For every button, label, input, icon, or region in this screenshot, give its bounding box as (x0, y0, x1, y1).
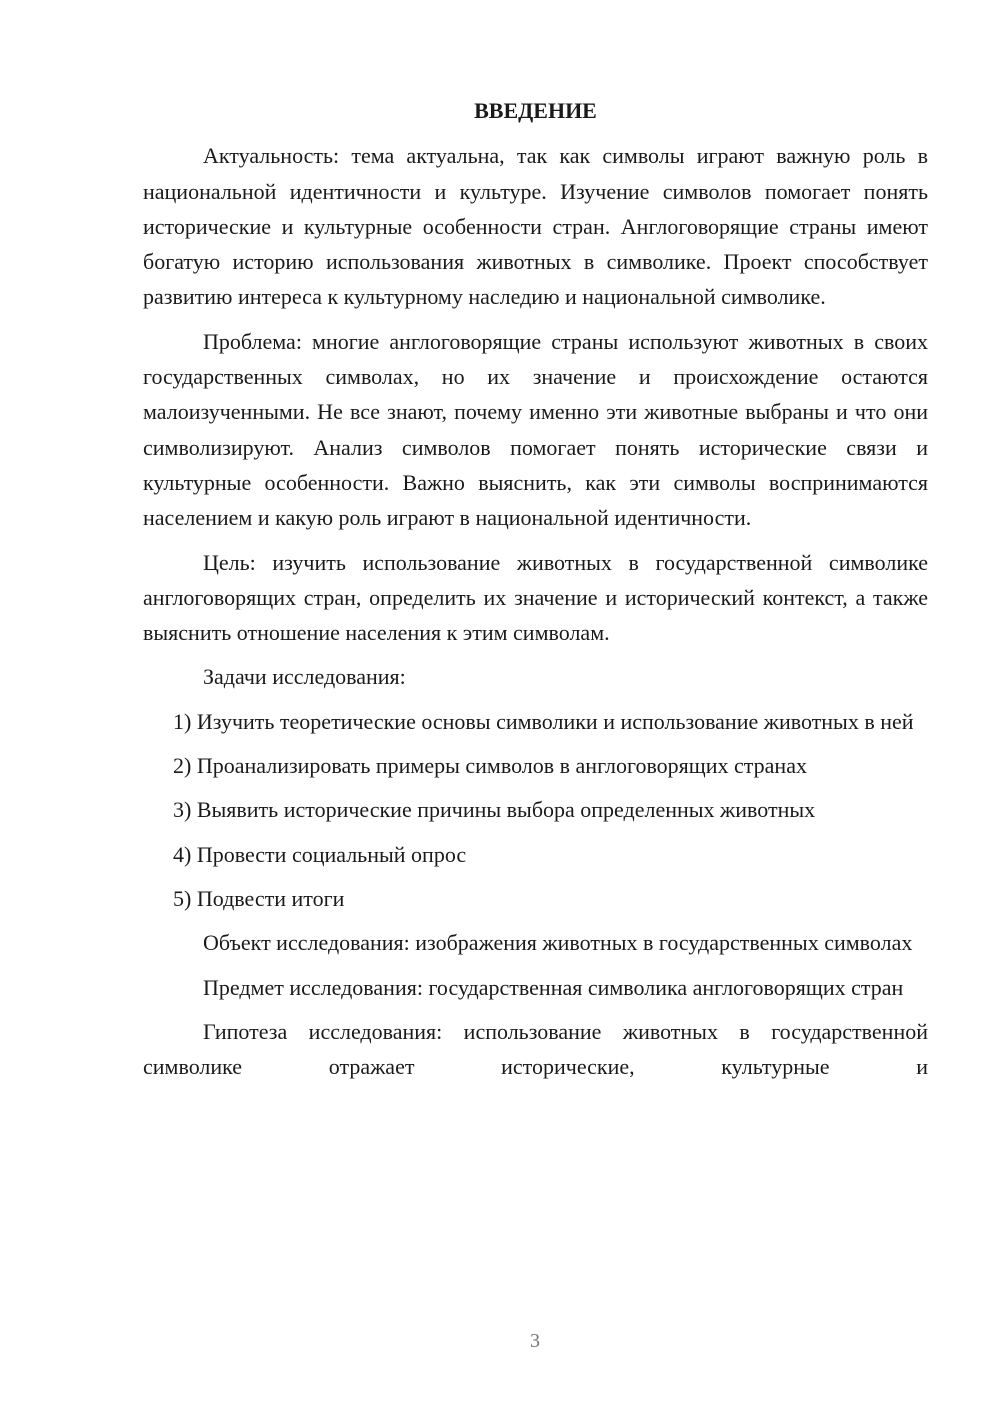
section-title: ВВЕДЕНИЕ (474, 98, 597, 123)
hypothesis-paragraph: Гипотеза исследования: использование животных в государственной символике отражает исторические, культурные и (143, 1018, 928, 1080)
task-item: 2) Проанализировать примеры символов в англоговорящих странах (173, 753, 807, 779)
tasks-heading: Задачи исследования: (203, 664, 406, 690)
goal-paragraph: Цель: изучить использование животных в государственной символике англоговорящих стран, определить их значение и исторический контекст, а также выяснить отношение населения к этим символам. (143, 549, 928, 646)
task-item: 4) Провести социальный опрос (173, 841, 467, 867)
page-number: 3 (530, 1330, 540, 1352)
task-item: 5) Подвести итоги (173, 885, 345, 911)
relevance-paragraph: Актуальность: тема актуальна, так как символы играют важную роль в национальной идентичности и культуре. Изучение символов помогает понять исторические и культурные особенности стран. Англоговорящие страны имеют богатую историю использования животных в символике. Проект способствует развитию интереса к культурному наследию и национальной символике. (143, 143, 928, 310)
subject-paragraph: Предмет исследования: государственная символика англоговорящих стран (203, 974, 904, 1000)
problem-paragraph: Проблема: многие англоговорящие страны используют животных в своих государственных символах, но их значение и происхождение остаются малоизученными. Не все знают, почему именно эти животные выбраны и что они символизируют. Анализ символов помогает понять исторические связи и культурные особенности. Важно выяснить, как эти символы воспринимаются населением и какую роль играют в национальной идентичности. (143, 328, 928, 531)
task-item: 3) Выявить исторические причины выбора определенных животных (173, 797, 816, 823)
document-page (143, 93, 928, 1084)
task-item: 1) Изучить теоретические основы символики и использование животных в ней (173, 708, 914, 734)
object-paragraph: Объект исследования: изображения животных в государственных символах (203, 930, 913, 956)
